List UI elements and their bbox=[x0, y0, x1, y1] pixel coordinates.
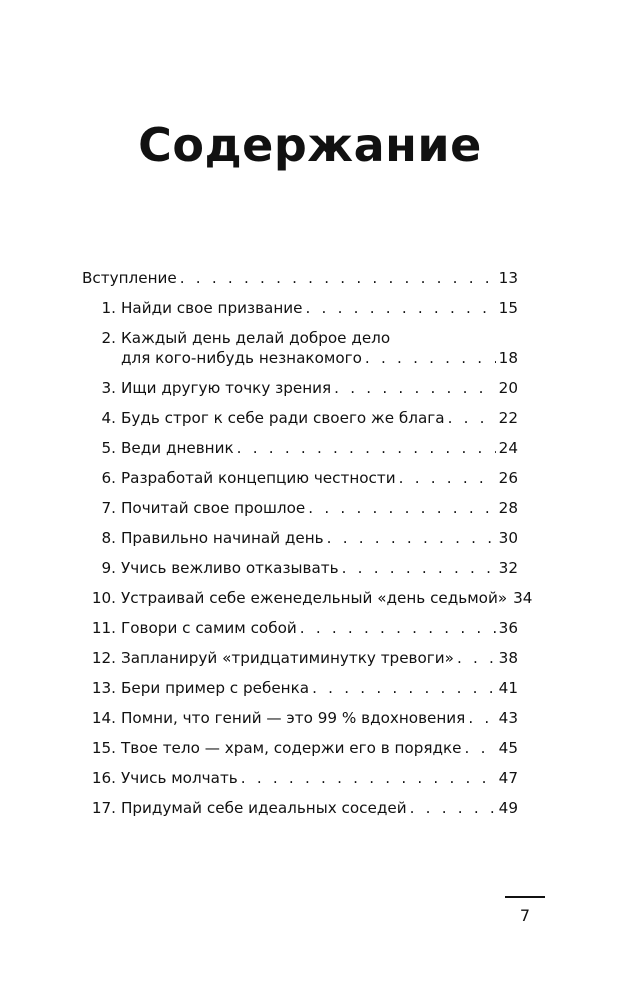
toc-page: 15 bbox=[498, 299, 518, 317]
toc-leader bbox=[465, 738, 496, 758]
toc-entry-15[interactable] bbox=[82, 738, 518, 758]
toc-entry-12[interactable] bbox=[82, 648, 518, 668]
toc-number: 17. bbox=[91, 799, 116, 817]
toc-title: Учись вежливо отказывать bbox=[121, 559, 339, 577]
toc-number: 6. bbox=[101, 469, 116, 487]
toc-title: Запланируй «тридцатиминутку тревоги» bbox=[121, 649, 454, 667]
toc-page: 24 bbox=[498, 439, 518, 457]
toc-number: 11. bbox=[91, 619, 116, 637]
toc-number: 3. bbox=[101, 379, 116, 397]
toc-entry-3[interactable] bbox=[82, 378, 518, 398]
toc-entry-9[interactable] bbox=[82, 558, 518, 578]
toc-title: Устраивай себе еженедельный «день седьмой» bbox=[121, 589, 508, 607]
toc-page: 22 bbox=[498, 409, 518, 427]
toc-leader bbox=[468, 708, 495, 728]
table-of-contents bbox=[82, 268, 533, 828]
toc-title: Разработай концепцию честности bbox=[121, 469, 396, 487]
toc-page: 38 bbox=[498, 649, 518, 667]
toc-page: 20 bbox=[498, 379, 518, 397]
toc-title: Учись молчать bbox=[121, 769, 238, 787]
toc-leader bbox=[237, 438, 496, 458]
toc-entry-17[interactable] bbox=[82, 798, 518, 818]
toc-title-line1: Каждый день делай доброе дело bbox=[121, 329, 391, 347]
toc-page: 36 bbox=[498, 619, 518, 637]
toc-entry-16[interactable] bbox=[82, 768, 518, 788]
toc-number: 13. bbox=[91, 679, 116, 697]
toc-title: Придумай себе идеальных соседей bbox=[121, 799, 407, 817]
toc-leader bbox=[180, 268, 496, 288]
toc-title: Ищи другую точку зрения bbox=[121, 379, 332, 397]
toc-title: Найди свое призвание bbox=[121, 299, 303, 317]
toc-leader bbox=[342, 558, 496, 578]
toc-page: 49 bbox=[498, 799, 518, 817]
toc-title: Будь строг к себе ради своего же блага bbox=[121, 409, 445, 427]
toc-page: 26 bbox=[498, 469, 518, 487]
toc-page: 18 bbox=[498, 349, 518, 367]
toc-title: Вступление bbox=[82, 269, 177, 287]
toc-title: для кого-нибудь незнакомого bbox=[121, 349, 362, 367]
toc-number: 10. bbox=[91, 589, 116, 607]
toc-title: Правильно начинай день bbox=[121, 529, 324, 547]
toc-leader bbox=[399, 468, 496, 488]
toc-leader bbox=[241, 768, 496, 788]
toc-leader bbox=[305, 298, 495, 318]
toc-entry-13[interactable] bbox=[82, 678, 518, 698]
toc-leader bbox=[457, 648, 496, 668]
toc-number: 8. bbox=[101, 529, 116, 547]
toc-number: 7. bbox=[101, 499, 116, 517]
toc-page: 47 bbox=[498, 769, 518, 787]
toc-entry-2[interactable] bbox=[82, 328, 518, 368]
toc-entry-1[interactable] bbox=[82, 298, 518, 318]
toc-number: 1. bbox=[101, 299, 116, 317]
toc-entry-14[interactable] bbox=[82, 708, 518, 728]
toc-entry-10[interactable] bbox=[82, 588, 533, 608]
toc-number: 5. bbox=[101, 439, 116, 457]
toc-page: 34 bbox=[513, 589, 533, 607]
toc-entry-4[interactable] bbox=[82, 408, 518, 428]
toc-title: Бери пример с ребенка bbox=[121, 679, 310, 697]
toc-number: 14. bbox=[91, 709, 116, 727]
toc-entry-5[interactable] bbox=[82, 438, 518, 458]
toc-page: 43 bbox=[498, 709, 518, 727]
toc-entry-11[interactable] bbox=[82, 618, 518, 638]
toc-page: 30 bbox=[498, 529, 518, 547]
toc-leader bbox=[410, 798, 496, 818]
page-title: Содержание bbox=[138, 118, 482, 172]
toc-page: 28 bbox=[498, 499, 518, 517]
toc-number: 15. bbox=[91, 739, 116, 757]
toc-leader bbox=[365, 348, 496, 368]
toc-title: Твое тело — храм, содержи его в порядке bbox=[121, 739, 462, 757]
toc-number: 16. bbox=[91, 769, 116, 787]
toc-leader bbox=[308, 498, 495, 518]
toc-title: Помни, что гений — это 99 % вдохновения bbox=[121, 709, 466, 727]
toc-page: 32 bbox=[498, 559, 518, 577]
toc-leader bbox=[448, 408, 496, 428]
toc-page: 13 bbox=[498, 269, 518, 287]
folio-rule bbox=[505, 896, 545, 898]
page-number: 7 bbox=[519, 906, 531, 925]
toc-number: 9. bbox=[101, 559, 116, 577]
toc-number: 12. bbox=[91, 649, 116, 667]
toc-entry-intro[interactable] bbox=[82, 268, 518, 288]
toc-leader bbox=[300, 618, 496, 638]
toc-page: 45 bbox=[498, 739, 518, 757]
toc-entry-7[interactable] bbox=[82, 498, 518, 518]
toc-title: Говори с самим собой bbox=[121, 619, 297, 637]
toc-number: 2. bbox=[101, 329, 116, 347]
toc-title: Почитай свое прошлое bbox=[121, 499, 306, 517]
toc-leader bbox=[327, 528, 496, 548]
toc-number: 4. bbox=[101, 409, 116, 427]
toc-page: 41 bbox=[498, 679, 518, 697]
toc-leader bbox=[334, 378, 496, 398]
toc-leader bbox=[312, 678, 496, 698]
toc-entry-8[interactable] bbox=[82, 528, 518, 548]
toc-title: Веди дневник bbox=[121, 439, 234, 457]
toc-entry-6[interactable] bbox=[82, 468, 518, 488]
